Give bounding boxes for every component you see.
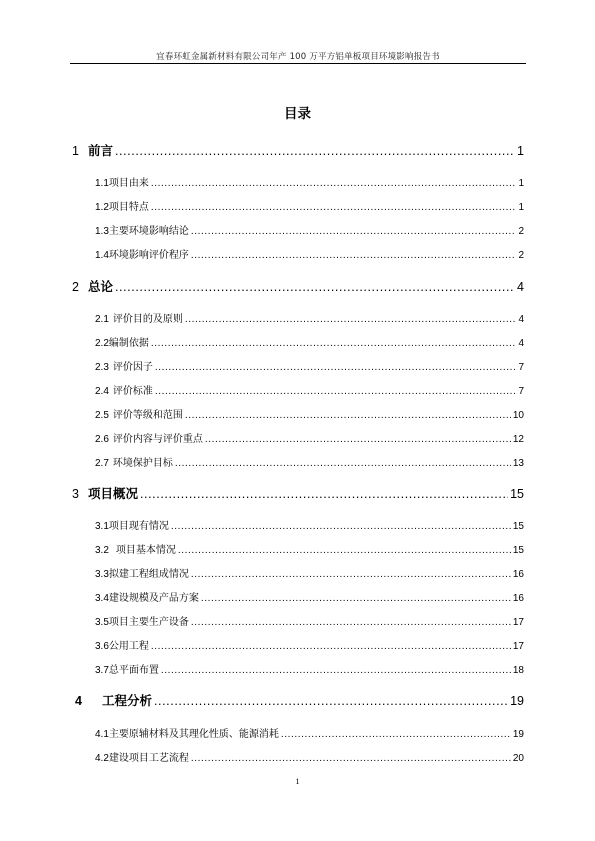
toc-entry-title: 评价目的及原则 (112, 314, 183, 325)
toc-entry-title: 公用工程 (108, 641, 149, 652)
toc-entry-title: 项目主要生产设备 (108, 617, 189, 628)
toc-entry-page: 12 (512, 434, 524, 445)
toc-entry-number: 4.2 (95, 753, 109, 764)
toc-entry-number: 4 (75, 694, 82, 708)
toc-entry-2-5[interactable] (95, 406, 524, 421)
toc-entry-title: 项目现有情况 (108, 521, 169, 532)
toc-entry-1[interactable] (72, 141, 524, 159)
toc-entry-number: 2.5 (95, 410, 109, 421)
toc-entry-2-4[interactable] (95, 382, 524, 397)
toc-entry-page: 15 (512, 545, 524, 556)
toc-entry-3-2[interactable] (95, 541, 524, 556)
toc-entry-1-3[interactable] (95, 222, 524, 237)
toc-entry-number: 2.6 (95, 434, 109, 445)
toc-entry-page: 17 (512, 617, 524, 628)
toc-entry-page: 13 (512, 458, 524, 469)
toc-entry-number: 3.5 (95, 617, 109, 628)
dot-leader (151, 641, 511, 652)
dot-leader (281, 729, 511, 740)
dot-leader (151, 202, 517, 213)
dot-leader (171, 521, 511, 532)
dot-leader (191, 569, 511, 580)
toc-entry-title: 项目由来 (108, 178, 149, 189)
toc-entry-3-3[interactable] (95, 565, 524, 580)
toc-entry-title: 总平面布置 (108, 665, 159, 676)
dot-leader (178, 545, 511, 556)
toc-entry-number: 3.6 (95, 641, 109, 652)
toc-title: 目录 (284, 106, 311, 122)
dot-leader (191, 753, 511, 764)
toc-entry-page: 1 (518, 202, 524, 213)
toc-entry-page: 10 (512, 410, 524, 421)
toc-entry-number: 2.2 (95, 338, 109, 349)
dot-leader (185, 314, 517, 325)
toc-entry-title: 项目概况 (87, 486, 138, 501)
toc-entry-number: 2.1 (95, 314, 109, 325)
dot-leader (161, 665, 511, 676)
page-number: 1 (295, 777, 300, 786)
toc-entry-page: 1 (518, 178, 524, 189)
dot-leader (140, 487, 508, 501)
toc-entry-number: 1.2 (95, 202, 109, 213)
toc-entry-1-2[interactable] (95, 198, 524, 213)
dot-leader (154, 694, 508, 708)
dot-leader (115, 144, 515, 158)
toc-entry-page: 15 (512, 521, 524, 532)
toc-entry-2-7[interactable] (95, 454, 524, 469)
toc-entry-title: 建设项目工艺流程 (108, 753, 189, 764)
toc-entry-4-1[interactable] (95, 725, 524, 740)
toc-entry-4[interactable] (75, 691, 524, 709)
toc-entry-title: 环境影响评价程序 (108, 250, 189, 261)
toc-entry-title: 总论 (87, 279, 113, 294)
toc-entry-number: 3 (72, 487, 79, 501)
dot-leader (115, 280, 515, 294)
toc-entry-number: 1.3 (95, 226, 109, 237)
dot-leader (205, 434, 511, 445)
toc-entry-number: 1.4 (95, 250, 109, 261)
toc-entry-4-2[interactable] (95, 749, 524, 764)
toc-entry-title: 项目特点 (108, 202, 149, 213)
dot-leader (191, 250, 517, 261)
toc-entry-number: 4.1 (95, 729, 109, 740)
toc-entry-page: 20 (512, 753, 524, 764)
toc-entry-2[interactable] (72, 277, 524, 295)
toc-entry-3-7[interactable] (95, 661, 524, 676)
toc-entry-title: 评价等级和范围 (112, 410, 183, 421)
toc-entry-number: 2.7 (95, 458, 109, 469)
toc-entry-page: 7 (518, 386, 524, 397)
toc-entry-number: 2 (72, 280, 79, 294)
toc-entry-3-4[interactable] (95, 589, 524, 604)
dot-leader (151, 338, 517, 349)
toc-entry-page: 2 (518, 226, 524, 237)
dot-leader (155, 362, 517, 373)
dot-leader (175, 458, 511, 469)
dot-leader (151, 178, 517, 189)
toc-entry-page: 18 (512, 665, 524, 676)
toc-entry-title: 评价标准 (112, 386, 153, 397)
toc-entry-3[interactable] (72, 484, 524, 502)
toc-entry-title: 拟建工程组成情况 (108, 569, 189, 580)
toc-entry-title: 项目基本情况 (115, 545, 176, 556)
toc-entry-title: 环境保护目标 (112, 458, 173, 469)
toc-entry-page: 15 (510, 487, 524, 501)
toc-entry-2-1[interactable] (95, 310, 524, 325)
toc-entry-number: 2.4 (95, 386, 109, 397)
toc-entry-page: 1 (517, 144, 524, 158)
dot-leader (191, 617, 511, 628)
toc-entry-3-1[interactable] (95, 517, 524, 532)
toc-entry-number: 3.2 (95, 545, 109, 556)
toc-entry-2-6[interactable] (95, 430, 524, 445)
toc-entry-3-5[interactable] (95, 613, 524, 628)
toc-entry-2-3[interactable] (95, 358, 524, 373)
toc-entry-number: 3.7 (95, 665, 109, 676)
toc-entry-title: 主要环境影响结论 (108, 226, 189, 237)
toc-entry-number: 3.4 (95, 593, 109, 604)
toc-entry-title: 评价因子 (112, 362, 153, 373)
toc-entry-2-2[interactable] (95, 334, 524, 349)
toc-entry-page: 17 (512, 641, 524, 652)
dot-leader (155, 386, 517, 397)
toc-entry-number: 1.1 (95, 178, 109, 189)
toc-entry-title: 工程分析 (101, 693, 152, 708)
toc-entry-title: 前言 (87, 143, 113, 158)
toc-entry-title: 建设规模及产品方案 (108, 593, 199, 604)
toc-entry-page: 19 (510, 694, 524, 708)
toc-entry-page: 16 (512, 569, 524, 580)
toc-entry-page: 19 (512, 729, 524, 740)
toc-entry-1-1[interactable] (95, 174, 524, 189)
toc-entry-page: 16 (512, 593, 524, 604)
toc-entry-page: 4 (518, 314, 524, 325)
toc-entry-page: 4 (517, 280, 524, 294)
dot-leader (185, 410, 511, 421)
dot-leader (191, 226, 517, 237)
toc-entry-title: 编制依据 (108, 338, 149, 349)
toc-entry-1-4[interactable] (95, 246, 524, 261)
toc-entry-3-6[interactable] (95, 637, 524, 652)
toc-entry-title: 主要原辅材料及其理化性质、能源消耗 (108, 729, 279, 740)
toc-entry-number: 1 (72, 144, 79, 158)
toc-entry-number: 3.1 (95, 521, 109, 532)
running-header: 宜春环虹金属新材料有限公司年产 100 万平方铝单板项目环境影响报告书 (156, 52, 440, 62)
toc-entry-page: 4 (518, 338, 524, 349)
dot-leader (201, 593, 511, 604)
toc-entry-title: 评价内容与评价重点 (112, 434, 203, 445)
toc-entry-page: 2 (518, 250, 524, 261)
toc-entry-number: 3.3 (95, 569, 109, 580)
toc-entry-number: 2.3 (95, 362, 109, 373)
toc-entry-page: 7 (518, 362, 524, 373)
